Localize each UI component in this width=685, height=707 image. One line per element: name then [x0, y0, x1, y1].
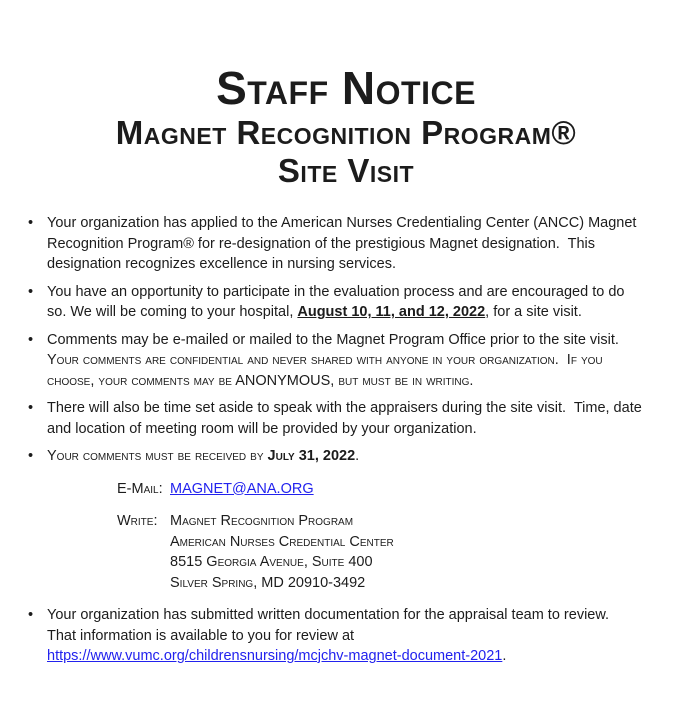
bullet-opportunity-post: , for a site visit.	[485, 304, 582, 320]
bullet-appraisers-text: There will also be time set aside to speak with the appraisers during the site visit. Time, date and location of meeting room will be provided by your organization.	[47, 400, 646, 437]
address-line-center: American Nurses Credential Center	[170, 533, 394, 550]
document-review-link[interactable]: https://www.vumc.org/childrensnursing/mcjchv-magnet-document-2021	[47, 648, 503, 664]
bullet-documentation	[47, 605, 643, 667]
email-row	[117, 479, 645, 500]
bullet-applied-text: Your organization has applied to the American Nurses Credentialing Center (ANCC) Magnet Recognition Program® for re-designation of the prestigious Magnet designation. This designation recognizes excellence in nursing services.	[47, 215, 641, 272]
bullet-documentation-post: .	[502, 648, 507, 664]
email-link[interactable]: MAGNET@ANA.ORG	[170, 480, 314, 497]
bullet-comments	[47, 330, 643, 392]
bullet-comments-pre: Comments may be e-mailed or mailed to the Magnet Program Office prior to the site visit.	[47, 331, 623, 348]
bullet-applied	[47, 213, 643, 275]
bullet-deadline	[47, 446, 643, 467]
address-line-program: Magnet Recognition Program	[170, 513, 354, 529]
bullet-documentation-pre: Your organization has submitted written documentation for the appraisal team to review. That information is available to you for review at	[47, 607, 617, 644]
site-visit-dates: August 10, 11, and 12, 2022	[297, 304, 486, 320]
address-line-city: Silver Spring, MD 20910-3492	[170, 574, 366, 591]
write-row	[117, 511, 645, 593]
bullet-appraisers	[47, 398, 646, 439]
notice-header	[47, 62, 645, 189]
title-magnet-program: Magnet Recognition Program®	[115, 114, 577, 152]
bullet-opportunity	[47, 282, 643, 323]
mailing-address	[170, 511, 394, 593]
bullet-deadline-post: .	[355, 448, 360, 464]
deadline-date: July 31, 2022	[267, 448, 356, 464]
title-site-visit: Site Visit	[277, 151, 415, 189]
bullet-comments-confidential: Your comments are confidential and never shared with anyone in your organization. If you choose, your comments may be ANONYMOUS, but must be in writing.	[47, 352, 607, 389]
email-label: E-Mail:	[117, 480, 163, 497]
write-label: Write:	[117, 513, 158, 529]
contact-block	[117, 479, 645, 594]
title-staff-notice: Staff Notice	[216, 62, 476, 114]
bullet-opportunity-pre: You have an opportunity to participate in the evaluation process and are encouraged to do so. We will be coming to your hospital,	[47, 283, 629, 320]
address-line-street: 8515 Georgia Avenue, Suite 400	[170, 554, 373, 570]
bullet-deadline-pre: Your comments must be received by	[47, 448, 268, 464]
